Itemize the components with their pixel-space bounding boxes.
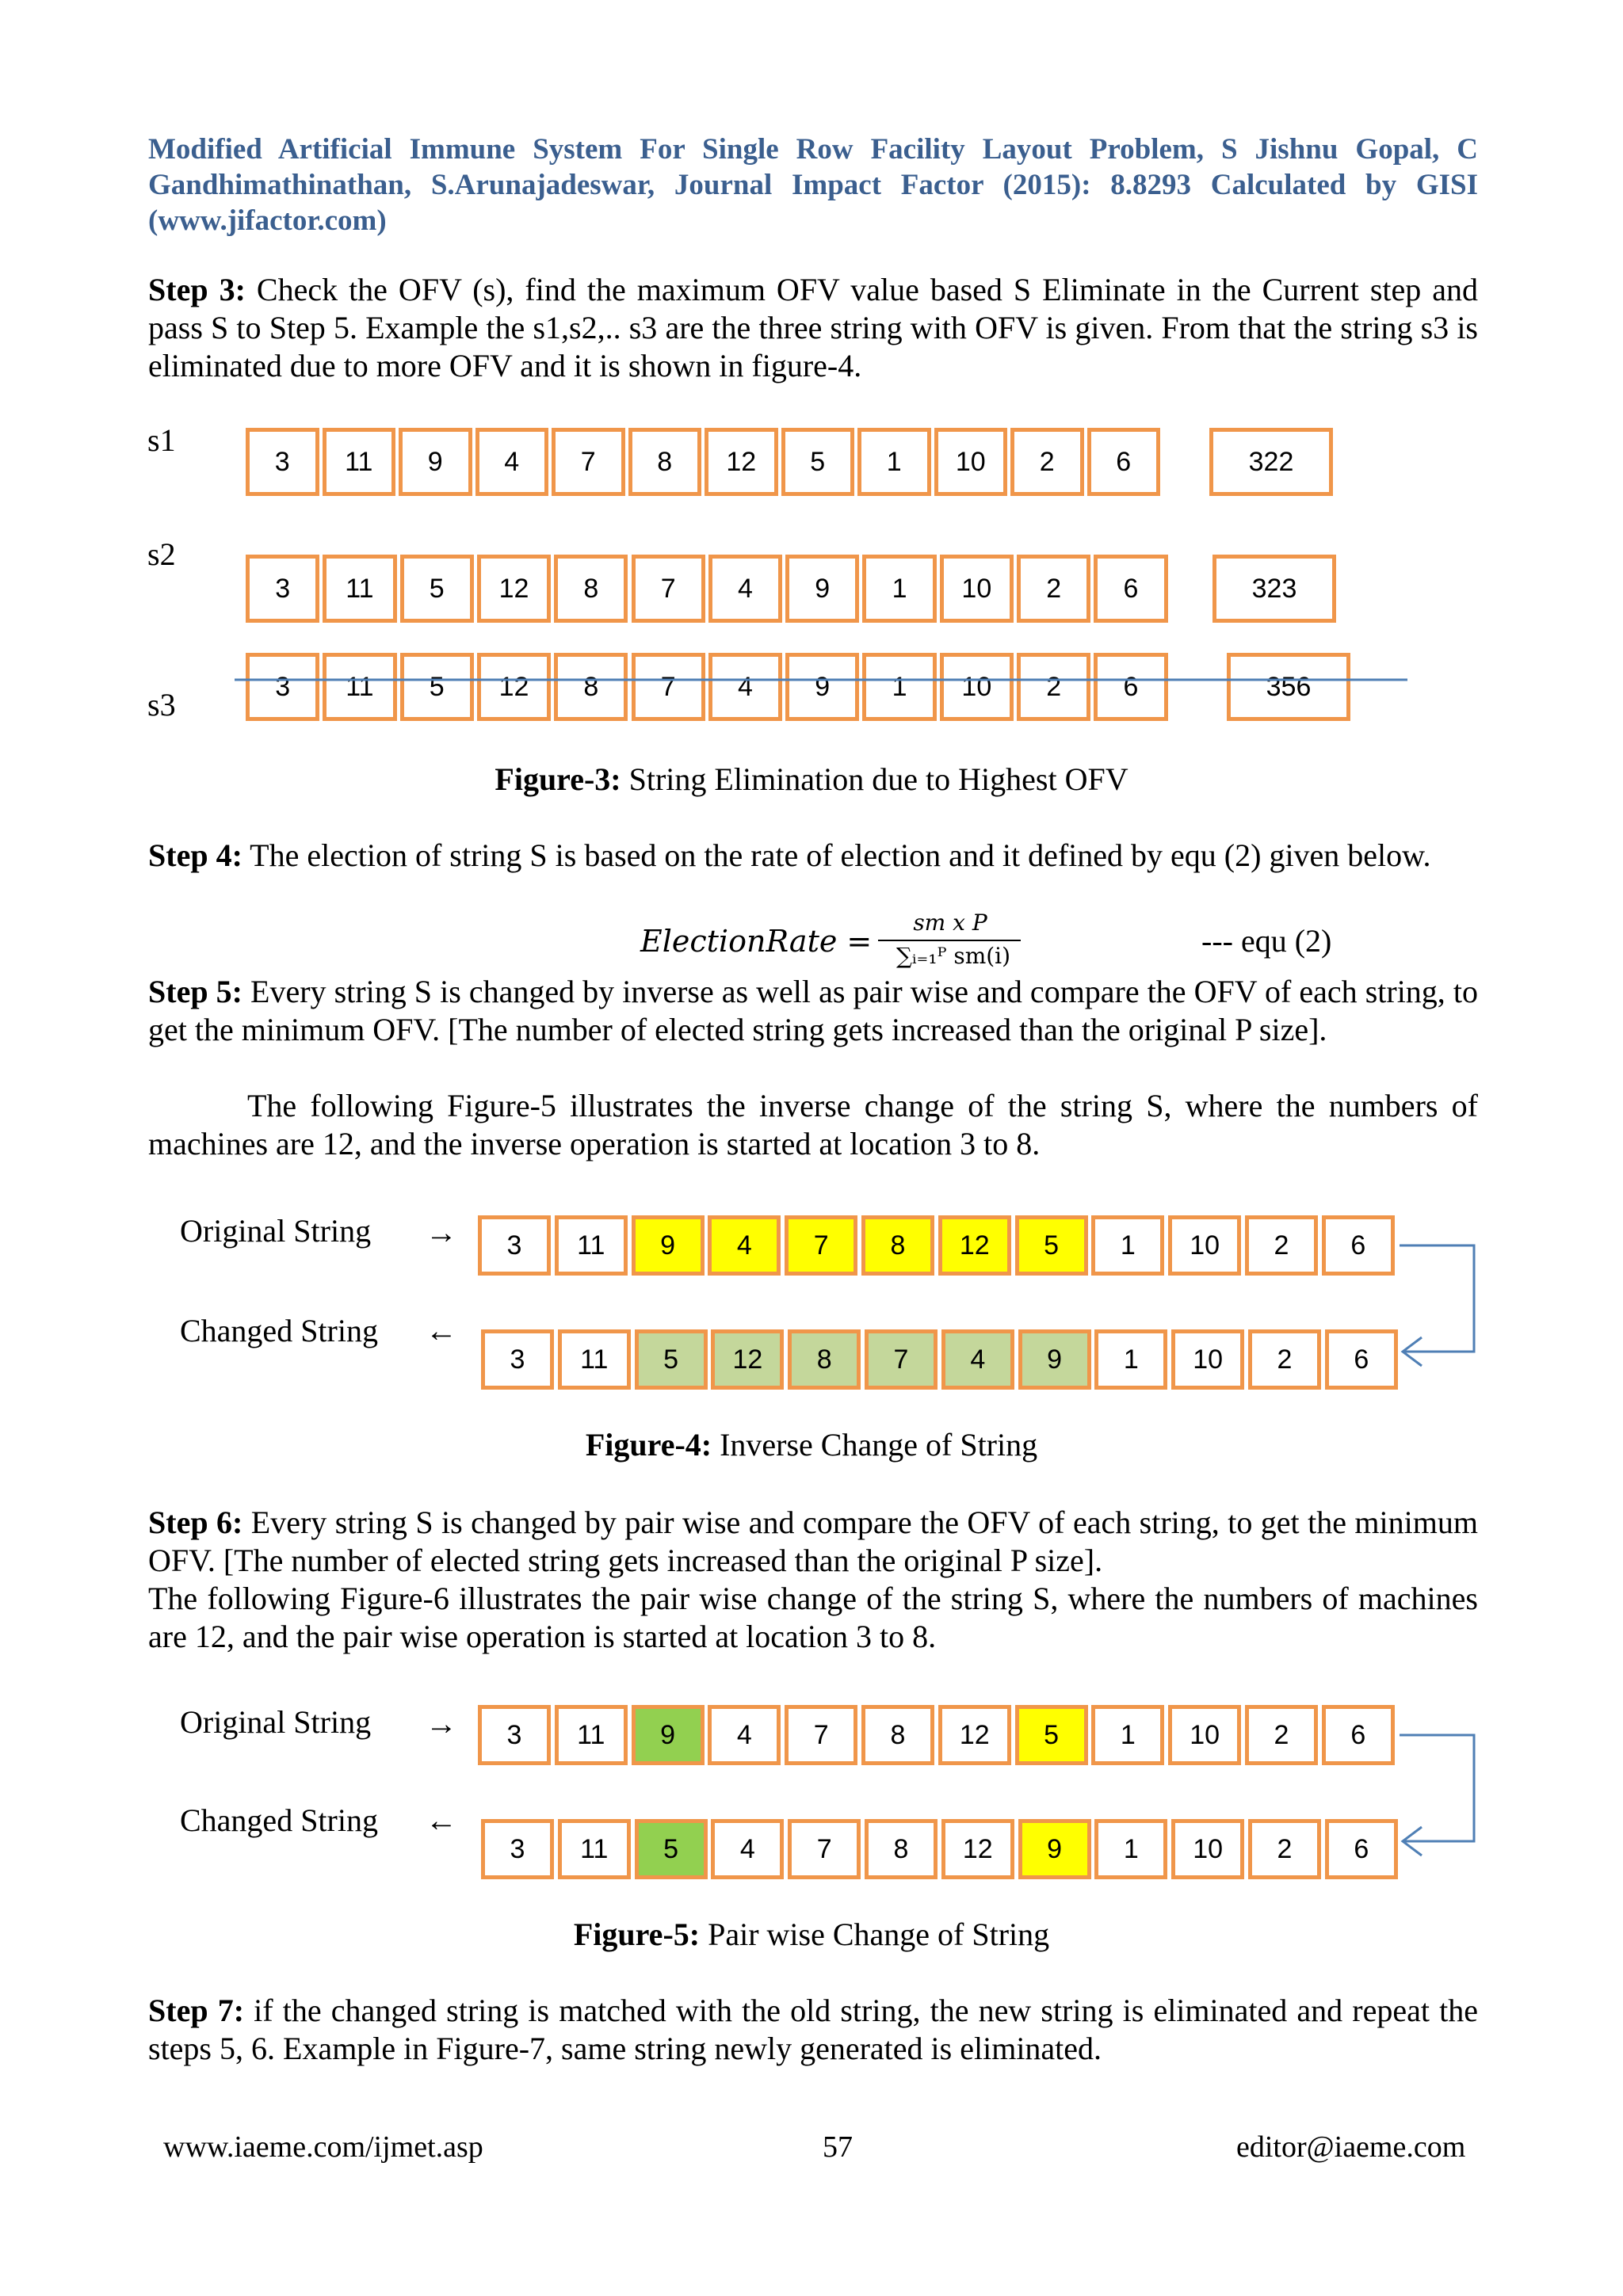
string-cell: 4 bbox=[708, 653, 782, 721]
string-cell: 9 bbox=[399, 428, 472, 496]
footer-website: www.iaeme.com/ijmet.asp bbox=[163, 2130, 483, 2164]
equation-denominator: ∑ᵢ₌₁ᴾ sm(i) bbox=[896, 943, 1011, 969]
equation-numerator: sm x P bbox=[913, 910, 987, 936]
figure-5-caption-text: Pair wise Change of String bbox=[700, 1917, 1050, 1952]
original-string-cell: 4 bbox=[708, 1215, 781, 1276]
left-arrow-icon: ← bbox=[426, 1313, 457, 1348]
string-cell: 6 bbox=[1094, 653, 1167, 721]
original-string-cell: 9 bbox=[632, 1215, 705, 1276]
string-cell: 2 bbox=[1017, 555, 1090, 623]
changed-string-cell: 1 bbox=[1094, 1329, 1167, 1390]
changed-string-cell: 11 bbox=[558, 1329, 631, 1390]
changed-string-cell: 10 bbox=[1171, 1819, 1244, 1879]
string-cell: 6 bbox=[1094, 555, 1167, 623]
original-string-cell: 11 bbox=[555, 1215, 628, 1276]
string-cell: 7 bbox=[552, 428, 625, 496]
string-cell: 10 bbox=[934, 428, 1008, 496]
string-cell: 4 bbox=[708, 555, 782, 623]
original-string-cell: 3 bbox=[478, 1215, 551, 1276]
figure-4-caption-text: Inverse Change of String bbox=[712, 1427, 1038, 1463]
string-s3-label: s3 bbox=[147, 687, 176, 723]
string-cell: 7 bbox=[632, 555, 705, 623]
string-cell: 2 bbox=[1017, 653, 1090, 721]
original-string-cell: 6 bbox=[1322, 1705, 1395, 1765]
string-cell: 9 bbox=[785, 555, 859, 623]
string-cell: 3 bbox=[246, 653, 319, 721]
string-cell: 3 bbox=[246, 428, 319, 496]
original-string-cell: 10 bbox=[1168, 1705, 1241, 1765]
equation-lhs: ElectionRate = bbox=[640, 924, 873, 959]
original-string-cell: 8 bbox=[861, 1705, 934, 1765]
step6-text: Every string S is changed by pair wise and compare the OFV of each string, to get the minimum OFV. [The number of elected string gets increased than the original P size]. bbox=[148, 1505, 1478, 1578]
changed-string-cell: 2 bbox=[1248, 1329, 1321, 1390]
string-cell: 1 bbox=[857, 428, 931, 496]
string-cell: 3 bbox=[246, 555, 319, 623]
ofv-value-box: 322 bbox=[1209, 428, 1333, 496]
string-cell: 10 bbox=[940, 555, 1014, 623]
original-string-cell: 5 bbox=[1015, 1705, 1088, 1765]
step7-label: Step 7: bbox=[148, 1993, 245, 2028]
original-string-cell: 1 bbox=[1091, 1215, 1164, 1276]
original-string-cell: 3 bbox=[478, 1705, 551, 1765]
equation-tag: --- equ (2) bbox=[1201, 923, 1332, 959]
string-cell: 2 bbox=[1010, 428, 1084, 496]
step3-label: Step 3: bbox=[148, 272, 246, 307]
figure-5-changed-label: Changed String bbox=[180, 1802, 378, 1838]
changed-string-cell: 4 bbox=[941, 1329, 1014, 1390]
changed-string-cell: 11 bbox=[558, 1819, 631, 1879]
original-string-cell: 8 bbox=[861, 1215, 934, 1276]
step6-paragraph-2: The following Figure-6 illustrates the pair wise change of the string S, where the numbers of machines are 12, and the pair wise operation is started at location 3 to 8. bbox=[148, 1581, 1478, 1654]
changed-string-cell: 7 bbox=[788, 1819, 861, 1879]
right-arrow-icon: → bbox=[426, 1706, 457, 1741]
step3-text: Check the OFV (s), find the maximum OFV value based S Eliminate in the Current step and pass S to Step 5. Example the s1,s2,.. s3 are the three string with OFV is given. From that the string s3 is eliminated due to more OFV and it is shown in figure-4. bbox=[148, 272, 1478, 383]
changed-string-cell: 9 bbox=[1018, 1329, 1091, 1390]
figure-5-caption-label: Figure-5: bbox=[573, 1917, 701, 1952]
step4-label: Step 4: bbox=[148, 837, 242, 873]
original-string-cell: 4 bbox=[708, 1705, 781, 1765]
figure-4-caption-label: Figure-4: bbox=[585, 1427, 712, 1463]
changed-string-cell: 12 bbox=[941, 1819, 1014, 1879]
changed-string-cell: 7 bbox=[865, 1329, 938, 1390]
string-cell: 11 bbox=[323, 653, 396, 721]
figure-5-connector-arrow bbox=[1400, 1735, 1474, 1841]
string-cell: 7 bbox=[632, 653, 705, 721]
changed-string-cell: 12 bbox=[711, 1329, 784, 1390]
original-string-cell: 11 bbox=[555, 1705, 628, 1765]
string-cell: 9 bbox=[785, 653, 859, 721]
changed-string-cell: 2 bbox=[1248, 1819, 1321, 1879]
running-header: Modified Artificial Immune System For Single Row Facility Layout Problem, S Jishnu Gopal, C Gandhimathinathan, S.Arunajadeswar, Journal Impact Factor (2015): 8.8293 Calculated by GISI (www.jifactor.com) bbox=[148, 133, 1478, 237]
footer-email: editor@iaeme.com bbox=[1236, 2130, 1466, 2164]
changed-string-cell: 8 bbox=[788, 1329, 861, 1390]
changed-string-cell: 9 bbox=[1018, 1819, 1091, 1879]
figure-4-connector-arrow bbox=[1400, 1245, 1474, 1352]
original-string-cell: 10 bbox=[1168, 1215, 1241, 1276]
step6-label: Step 6: bbox=[148, 1505, 243, 1540]
string-cell: 5 bbox=[400, 653, 474, 721]
string-cell: 11 bbox=[323, 555, 396, 623]
string-cell: 5 bbox=[781, 428, 855, 496]
changed-string-cell: 3 bbox=[481, 1819, 554, 1879]
string-cell: 10 bbox=[940, 653, 1014, 721]
left-arrow-icon: ← bbox=[426, 1802, 457, 1838]
step5-label: Step 5: bbox=[148, 974, 242, 1009]
original-string-cell: 12 bbox=[938, 1705, 1011, 1765]
step5-text: Every string S is changed by inverse as well as pair wise and compare the OFV of each string, to get the minimum OFV. [The number of elected string gets increased than the original P size]. bbox=[148, 974, 1478, 1047]
changed-string-cell: 6 bbox=[1325, 1329, 1398, 1390]
page-number: 57 bbox=[823, 2130, 853, 2164]
figure-3-caption-label: Figure-3: bbox=[495, 761, 621, 797]
string-s1-label: s1 bbox=[147, 422, 176, 458]
original-string-cell: 2 bbox=[1245, 1705, 1318, 1765]
changed-string-cell: 10 bbox=[1171, 1329, 1244, 1390]
original-string-cell: 5 bbox=[1015, 1215, 1088, 1276]
step4-text: The election of string S is based on the rate of election and it defined by equ (2) given below. bbox=[242, 837, 1431, 873]
changed-string-cell: 8 bbox=[865, 1819, 938, 1879]
ofv-value-box: 323 bbox=[1212, 555, 1336, 623]
string-cell: 8 bbox=[628, 428, 702, 496]
step5-paragraph-2: The following Figure-5 illustrates the inverse change of the string S, where the numbers of machines are 12, and the inverse operation is started at location 3 to 8. bbox=[148, 1088, 1478, 1161]
string-cell: 11 bbox=[323, 428, 396, 496]
string-cell: 12 bbox=[705, 428, 778, 496]
string-cell: 1 bbox=[862, 653, 936, 721]
string-cell: 8 bbox=[554, 555, 628, 623]
changed-string-cell: 5 bbox=[635, 1329, 708, 1390]
ofv-value-box: 356 bbox=[1227, 653, 1350, 721]
original-string-cell: 9 bbox=[632, 1705, 705, 1765]
changed-string-cell: 5 bbox=[635, 1819, 708, 1879]
right-arrow-icon: → bbox=[426, 1215, 457, 1250]
original-string-cell: 12 bbox=[938, 1215, 1011, 1276]
string-cell: 12 bbox=[477, 555, 551, 623]
string-cell: 5 bbox=[400, 555, 474, 623]
changed-string-cell: 3 bbox=[481, 1329, 554, 1390]
figure-3-caption-text: String Elimination due to Highest OFV bbox=[621, 761, 1128, 797]
original-string-cell: 2 bbox=[1245, 1215, 1318, 1276]
original-string-cell: 7 bbox=[785, 1705, 857, 1765]
original-string-cell: 1 bbox=[1091, 1705, 1164, 1765]
string-cell: 6 bbox=[1087, 428, 1161, 496]
changed-string-cell: 1 bbox=[1094, 1819, 1167, 1879]
figure-4-original-label: Original String bbox=[180, 1213, 372, 1249]
string-cell: 1 bbox=[862, 555, 936, 623]
step7-text: if the changed string is matched with the old string, the new string is eliminated and repeat the steps 5, 6. Example in Figure-7, same string newly generated is eliminated. bbox=[148, 1993, 1478, 2066]
string-cell: 12 bbox=[477, 653, 551, 721]
string-cell: 4 bbox=[475, 428, 549, 496]
string-s2-label: s2 bbox=[147, 536, 176, 572]
changed-string-cell: 4 bbox=[711, 1819, 784, 1879]
figure-4-changed-label: Changed String bbox=[180, 1313, 378, 1348]
string-cell: 8 bbox=[554, 653, 628, 721]
original-string-cell: 7 bbox=[785, 1215, 857, 1276]
original-string-cell: 6 bbox=[1322, 1215, 1395, 1276]
figure-5-original-label: Original String bbox=[180, 1704, 372, 1740]
changed-string-cell: 6 bbox=[1325, 1819, 1398, 1879]
